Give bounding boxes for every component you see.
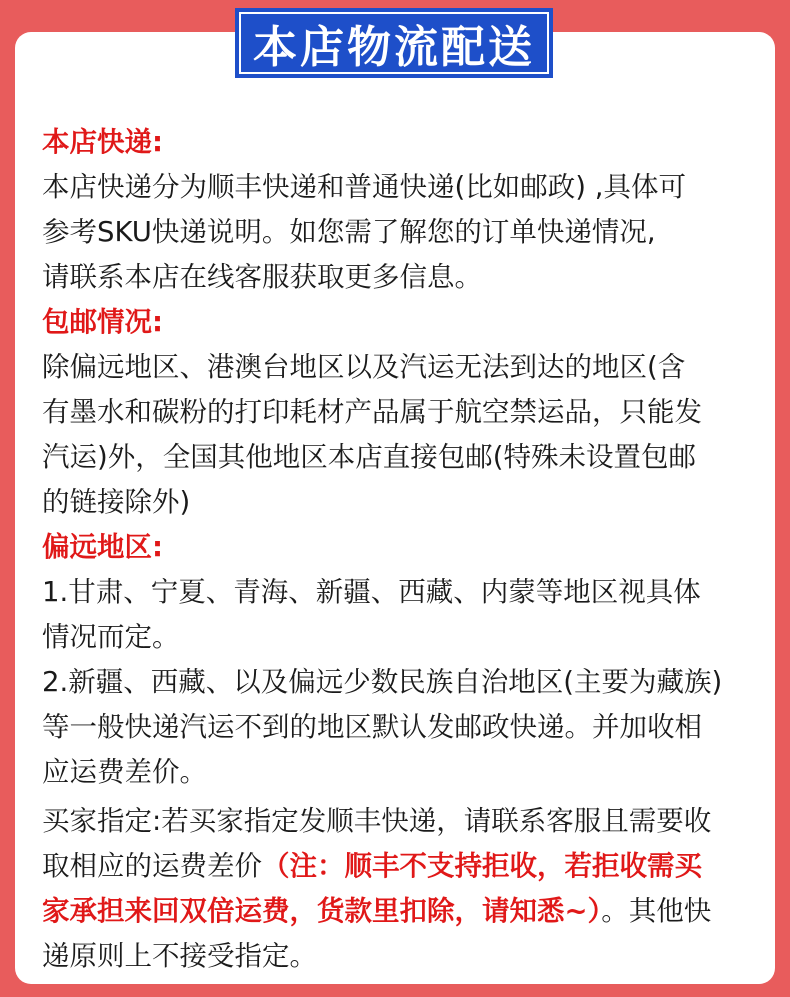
remote-line: 等一般快递汽运不到的地区默认发邮政快递。并加收相 (42, 711, 702, 743)
buyer-choice-line: 买家指定:若买家指定发顺丰快递，请联系客服且需要收 (42, 805, 712, 837)
remote-line: 应运费差价。 (42, 756, 207, 788)
page-title-banner (235, 8, 553, 78)
free-shipping-line: 汽运)外，全国其他地区本店直接包邮(特殊未设置包邮 (42, 441, 696, 473)
buyer-choice-line (42, 844, 787, 889)
content-body (42, 120, 787, 979)
section-title-free-shipping: 包邮情况: (42, 306, 163, 338)
buyer-choice-line: 递原则上不接受指定。 (42, 940, 317, 972)
section-title-express: 本店快递: (42, 126, 163, 158)
express-line: 参考SKU快递说明。如您需了解您的订单快递情况, (42, 216, 656, 248)
content-card (15, 32, 775, 984)
express-line: 请联系本店在线客服获取更多信息。 (42, 261, 482, 293)
buyer-choice-text: 取相应的运费差价 (42, 850, 262, 882)
sf-notice-text: 家承担来回双倍运费，货款里扣除，请知悉~） (42, 895, 602, 927)
buyer-choice-line (42, 889, 787, 934)
free-shipping-line: 有墨水和碳粉的打印耗材产品属于航空禁运品，只能发 (42, 396, 702, 428)
free-shipping-line: 的链接除外) (42, 486, 191, 518)
sf-notice-text: （注：顺丰不支持拒收，若拒收需买 (262, 850, 702, 882)
remote-line: 1.甘肃、宁夏、青海、新疆、西藏、内蒙等地区视具体 (42, 576, 701, 608)
remote-line: 情况而定。 (42, 621, 180, 653)
buyer-choice-text: 。其他快 (601, 895, 712, 927)
section-title-remote: 偏远地区: (42, 531, 163, 563)
free-shipping-line: 除偏远地区、港澳台地区以及汽运无法到达的地区(含 (42, 351, 686, 383)
express-line: 本店快递分为顺丰快递和普通快递(比如邮政) ,具体可 (42, 171, 686, 203)
remote-line: 2.新疆、西藏、以及偏远少数民族自治地区(主要为藏族) (42, 666, 723, 698)
page-title: 本店物流配送 (253, 22, 535, 73)
